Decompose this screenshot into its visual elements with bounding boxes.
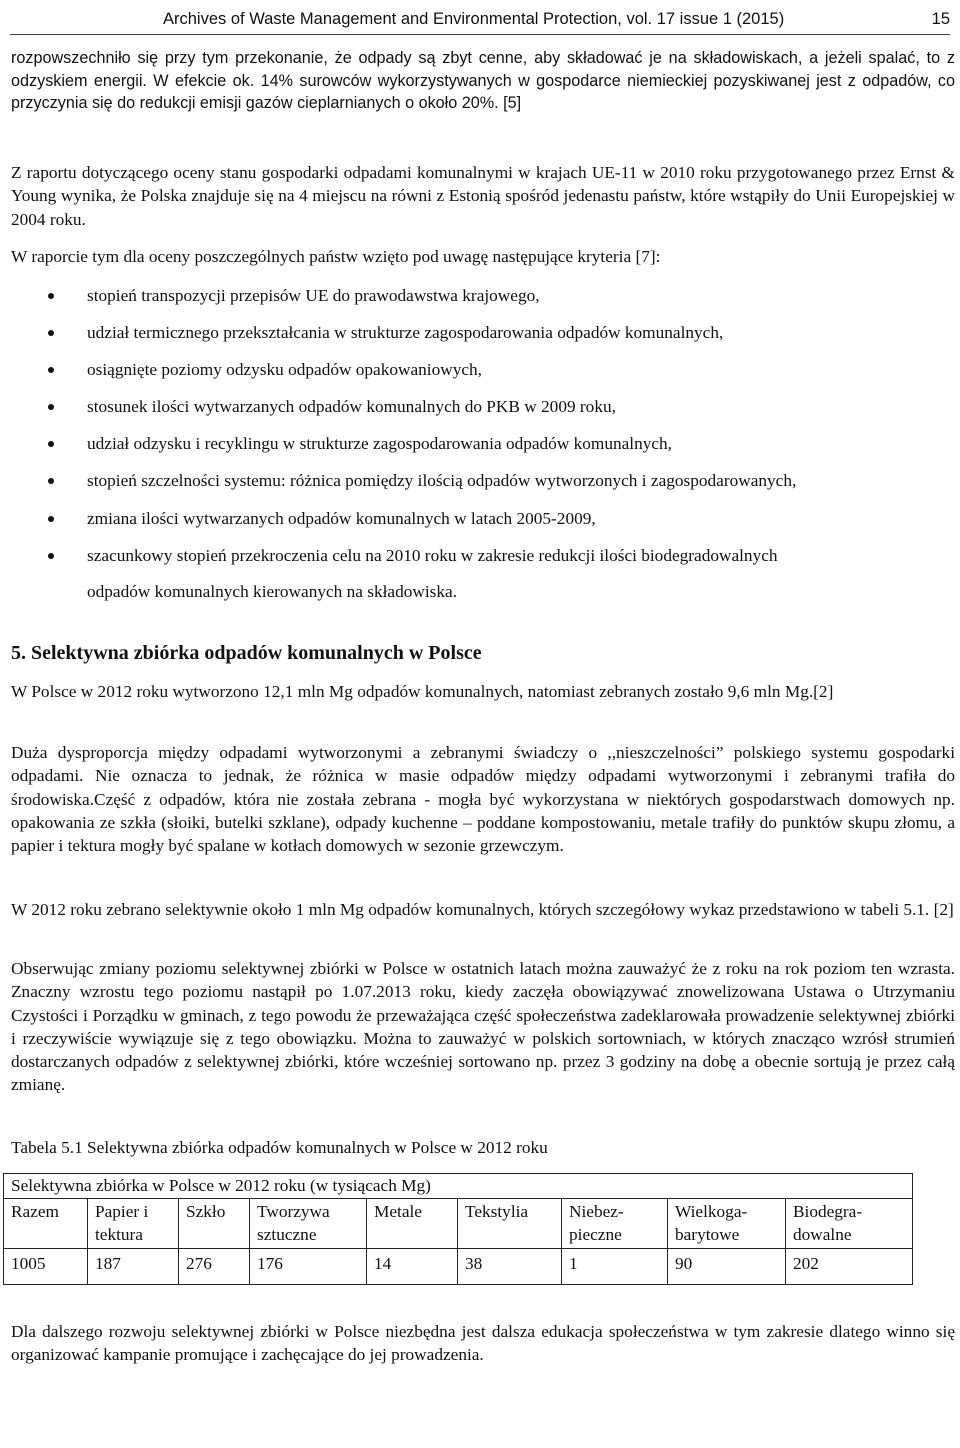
list-item-text: udział odzysku i recyklingu w strukturze zagospodarowania odpadów komunalnych, (87, 434, 673, 453)
data-table (3, 1173, 913, 1285)
column-header: Wielkoga- barytowe (668, 1199, 786, 1249)
bullet-icon (48, 367, 54, 373)
table-row (4, 1249, 913, 1285)
bullet-icon (48, 293, 54, 299)
page-number: 15 (931, 10, 950, 28)
bullet-icon (48, 441, 54, 447)
table-header-row (4, 1199, 913, 1249)
table-cell: 90 (668, 1249, 786, 1285)
column-header: Papier i tektura (88, 1199, 179, 1249)
column-header: Biodegra- dowalne (786, 1199, 913, 1249)
column-header: Metale (367, 1199, 458, 1249)
table-title: Selektywna zbiórka w Polsce w 2012 roku (w tysiącach Mg) (4, 1174, 913, 1199)
bullet-icon (48, 553, 54, 559)
paragraph-1: rozpowszechniło się przy tym przekonanie, że odpady są zbyt cenne, aby składować je na składowiskach, a jeżeli spalać, to z odzyskiem energii. W efekcie ok. 14% surowców wykorzystywanych w gospodarce niemieckiej pozyskiwanej jest z odpadów, co przyczynia się do redukcji emisji gazów cieplarnianych o około 20%. [5] (11, 49, 955, 112)
table-cell: 1 (562, 1249, 668, 1285)
bullet-icon (48, 516, 54, 522)
bullet-icon (48, 404, 54, 410)
column-header: Tekstylia (458, 1199, 562, 1249)
paragraph-5: Duża dysproporcja między odpadami wytworzonymi a zebranymi świadczy o ,,nieszczelności” polskiego systemu gospodarki odpadami. Nie oznacza to jednak, że różnica w masie odpadów między odpadami wytworzonymi i zebranymi trafiła do środowiska.Część z odpadów, która nie została zebrana - mogła być wykorzystana w niektórych gospodarstwach domowych np. opakowania ze szkła (słoiki, butelki szklane), odpady kuchenne – poddane kompostowaniu, metale trafiły do punktów skupu złomu, a papier i tektura mogły być spalane w kotłach domowych w sezonie grzewczym. (11, 743, 955, 856)
paragraph-6: W 2012 roku zebrano selektywnie około 1 mln Mg odpadów komunalnych, których szczegółowy wykaz przedstawiono w tabeli 5.1. [2] (11, 900, 954, 919)
column-header: Tworzywa sztuczne (250, 1199, 367, 1249)
table-cell: 187 (88, 1249, 179, 1285)
list-item-text: odpadów komunalnych kierowanych na składowiska. (87, 582, 458, 601)
table-cell: 38 (458, 1249, 562, 1285)
table-cell: 276 (179, 1249, 250, 1285)
table-cell: 202 (786, 1249, 913, 1285)
list-item-text: stopień szczelności systemu: różnica pomiędzy ilością odpadów wytworzonych i zagospodarowanych, (87, 471, 797, 490)
paragraph-3: W raporcie tym dla oceny poszczególnych państw wzięto pod uwagę następujące kryteria [7]: (11, 247, 661, 266)
bullet-icon (48, 478, 54, 484)
table-title-row (4, 1174, 913, 1199)
paragraph-8: Dla dalszego rozwoju selektywnej zbiórki w Polsce niezbędna jest dalsza edukacja społeczeństwa w tym zakresie dlatego winno się organizować kampanie promujące i zachęcające do jej prowadzenia. (11, 1322, 955, 1365)
list-item-text: udział termicznego przekształcania w strukturze zagospodarowania odpadów komunalnych, (87, 323, 724, 342)
column-header: Razem (4, 1199, 88, 1249)
bullet-icon (48, 330, 54, 336)
table-cell: 176 (250, 1249, 367, 1285)
list-item-text: stosunek ilości wytwarzanych odpadów komunalnych do PKB w 2009 roku, (87, 397, 616, 416)
list-item-text: zmiana ilości wytwarzanych odpadów komunalnych w latach 2005-2009, (87, 509, 596, 528)
paragraph-2: Z raportu dotyczącego oceny stanu gospodarki odpadami komunalnymi w krajach UE-11 w 2010 roku przygotowanego przez Ernst & Young wynika, że Polska znajduje się na 4 miejscu na równi z Estonią spośród jedenastu państw, które wstąpiły do Unii Europejskiej w 2004 roku. (11, 163, 955, 229)
table-cell: 1005 (4, 1249, 88, 1285)
paragraph-7: Obserwując zmiany poziomu selektywnej zbiórki w Polsce w ostatnich latach można zauważyć że z roku na rok poziom ten wzrasta. Znaczny wzrostu tego poziomu nastąpił po 1.07.2013 roku, kiedy zaczęła obowiązywać znowelizowana Ustawa o Utrzymaniu Czystości i Porządku w gminach, z tego powodu że przeważająca część społeczeństwa zadeklarowała prowadzenie selektywnej zbiórki i rzeczywiście wywiązuje się z tego obowiązku. Można to zauważyć w polskich sortowniach, w których znacząco wzrósł strumień dostarczanych odpadów z selektywnej zbiórki, które wcześniej sortowano np. przez 3 godziny na dobę a obecnie sortują je przez całą zmianę. (11, 959, 955, 1095)
running-header (10, 6, 950, 35)
section-heading: 5. Selektywna zbiórka odpadów komunalnych w Polsce (11, 642, 482, 664)
table-caption: Tabela 5.1 Selektywna zbiórka odpadów komunalnych w Polsce w 2012 roku (11, 1138, 548, 1157)
table-cell: 14 (367, 1249, 458, 1285)
column-header: Niebez- pieczne (562, 1199, 668, 1249)
journal-title: Archives of Waste Management and Environmental Protection, vol. 17 issue 1 (2015) (163, 10, 785, 28)
paragraph-4: W Polsce w 2012 roku wytworzono 12,1 mln Mg odpadów komunalnych, natomiast zebranych zostało 9,6 mln Mg.[2] (11, 682, 834, 701)
list-item-text: stopień transpozycji przepisów UE do prawodawstwa krajowego, (87, 286, 540, 305)
column-header: Szkło (179, 1199, 250, 1249)
list-item-text: osiągnięte poziomy odzysku odpadów opakowaniowych, (87, 360, 482, 379)
list-item-text: szacunkowy stopień przekroczenia celu na 2010 roku w zakresie redukcji ilości biodegradowalnych (87, 546, 778, 565)
